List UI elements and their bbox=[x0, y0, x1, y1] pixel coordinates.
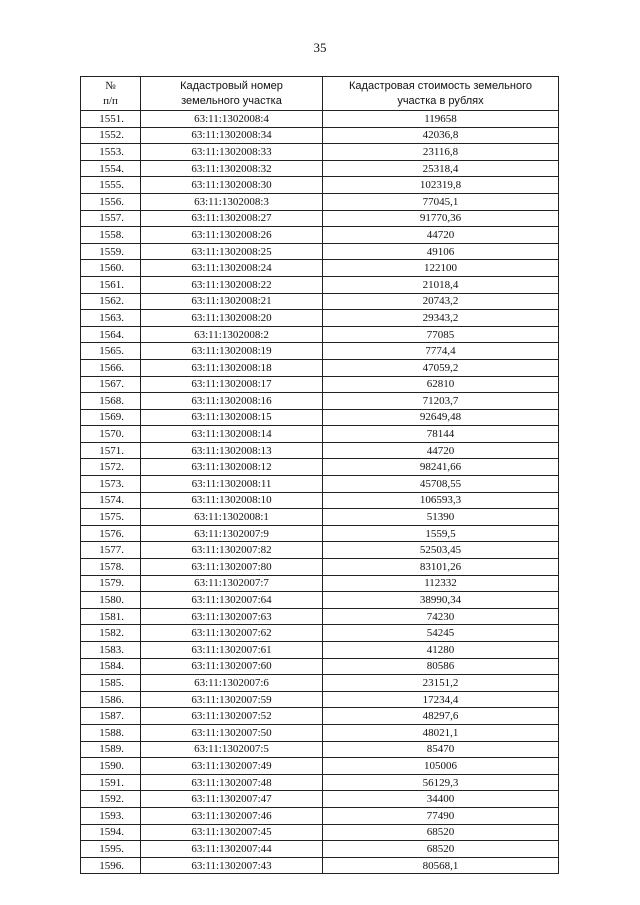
cadastral-number-cell: 63:11:1302008:26 bbox=[141, 227, 323, 244]
cadastral-value-cell: 77045,1 bbox=[323, 193, 559, 210]
cadastral-value-cell: 52503,45 bbox=[323, 542, 559, 559]
cadastral-number-cell: 63:11:1302008:3 bbox=[141, 193, 323, 210]
row-number-cell: 1555. bbox=[81, 177, 141, 194]
table-row bbox=[81, 608, 559, 625]
cadastral-number-cell: 63:11:1302008:32 bbox=[141, 160, 323, 177]
header-cadastral-number bbox=[141, 77, 323, 111]
row-number-cell: 1569. bbox=[81, 409, 141, 426]
cadastral-number-cell: 63:11:1302008:30 bbox=[141, 177, 323, 194]
table-row bbox=[81, 243, 559, 260]
header-row-number bbox=[81, 77, 141, 111]
cadastral-value-cell: 80568,1 bbox=[323, 857, 559, 874]
table-row bbox=[81, 708, 559, 725]
header-cadastral-number-line2: земельного участка bbox=[181, 94, 282, 107]
cadastral-number-cell: 63:11:1302007:64 bbox=[141, 592, 323, 609]
table-row bbox=[81, 276, 559, 293]
table-row bbox=[81, 177, 559, 194]
cadastral-value-cell: 34400 bbox=[323, 791, 559, 808]
cadastral-number-cell: 63:11:1302007:7 bbox=[141, 575, 323, 592]
cadastral-number-cell: 63:11:1302008:20 bbox=[141, 310, 323, 327]
cadastral-value-cell: 98241,66 bbox=[323, 459, 559, 476]
cadastral-value-cell: 78144 bbox=[323, 426, 559, 443]
cadastral-value-cell: 45708,55 bbox=[323, 476, 559, 493]
row-number-cell: 1591. bbox=[81, 774, 141, 791]
table-row bbox=[81, 326, 559, 343]
table-row bbox=[81, 758, 559, 775]
cadastral-value-cell: 91770,36 bbox=[323, 210, 559, 227]
row-number-cell: 1572. bbox=[81, 459, 141, 476]
table-row bbox=[81, 293, 559, 310]
cadastral-value-cell: 23151,2 bbox=[323, 675, 559, 692]
row-number-cell: 1553. bbox=[81, 144, 141, 161]
table-row bbox=[81, 791, 559, 808]
cadastral-value-cell: 48021,1 bbox=[323, 724, 559, 741]
cadastral-value-cell: 74230 bbox=[323, 608, 559, 625]
row-number-cell: 1573. bbox=[81, 476, 141, 493]
cadastral-value-cell: 49106 bbox=[323, 243, 559, 260]
row-number-cell: 1557. bbox=[81, 210, 141, 227]
cadastral-value-table bbox=[80, 76, 559, 874]
cadastral-value-cell: 77490 bbox=[323, 807, 559, 824]
row-number-cell: 1554. bbox=[81, 160, 141, 177]
cadastral-number-cell: 63:11:1302008:34 bbox=[141, 127, 323, 144]
row-number-cell: 1568. bbox=[81, 393, 141, 410]
cadastral-number-cell: 63:11:1302007:60 bbox=[141, 658, 323, 675]
cadastral-value-cell: 77085 bbox=[323, 326, 559, 343]
cadastral-number-cell: 63:11:1302007:62 bbox=[141, 625, 323, 642]
table-row bbox=[81, 741, 559, 758]
row-number-cell: 1561. bbox=[81, 276, 141, 293]
table-row bbox=[81, 343, 559, 360]
cadastral-value-cell: 38990,34 bbox=[323, 592, 559, 609]
row-number-cell: 1585. bbox=[81, 675, 141, 692]
cadastral-number-cell: 63:11:1302007:49 bbox=[141, 758, 323, 775]
cadastral-value-cell: 44720 bbox=[323, 442, 559, 459]
row-number-cell: 1580. bbox=[81, 592, 141, 609]
row-number-cell: 1595. bbox=[81, 841, 141, 858]
cadastral-number-cell: 63:11:1302008:10 bbox=[141, 492, 323, 509]
cadastral-value-cell: 106593,3 bbox=[323, 492, 559, 509]
cadastral-number-cell: 63:11:1302007:59 bbox=[141, 691, 323, 708]
cadastral-value-cell: 51390 bbox=[323, 509, 559, 526]
cadastral-number-cell: 63:11:1302008:16 bbox=[141, 393, 323, 410]
cadastral-number-cell: 63:11:1302007:6 bbox=[141, 675, 323, 692]
table-row bbox=[81, 476, 559, 493]
row-number-cell: 1592. bbox=[81, 791, 141, 808]
cadastral-value-cell: 112332 bbox=[323, 575, 559, 592]
cadastral-value-cell: 62810 bbox=[323, 376, 559, 393]
cadastral-value-cell: 7774,4 bbox=[323, 343, 559, 360]
table-row bbox=[81, 376, 559, 393]
cadastral-value-cell: 80586 bbox=[323, 658, 559, 675]
row-number-cell: 1594. bbox=[81, 824, 141, 841]
table-row bbox=[81, 592, 559, 609]
cadastral-number-cell: 63:11:1302007:47 bbox=[141, 791, 323, 808]
row-number-cell: 1578. bbox=[81, 559, 141, 576]
cadastral-number-cell: 63:11:1302008:14 bbox=[141, 426, 323, 443]
cadastral-value-cell: 102319,8 bbox=[323, 177, 559, 194]
cadastral-value-cell: 54245 bbox=[323, 625, 559, 642]
cadastral-number-cell: 63:11:1302008:17 bbox=[141, 376, 323, 393]
table-row bbox=[81, 724, 559, 741]
cadastral-number-cell: 63:11:1302008:11 bbox=[141, 476, 323, 493]
table-row bbox=[81, 359, 559, 376]
cadastral-number-cell: 63:11:1302007:5 bbox=[141, 741, 323, 758]
table-row bbox=[81, 210, 559, 227]
row-number-cell: 1581. bbox=[81, 608, 141, 625]
header-cadastral-value-line1: Кадастровая стоимость земельного bbox=[349, 79, 532, 92]
table-row bbox=[81, 824, 559, 841]
table-row bbox=[81, 426, 559, 443]
cadastral-number-cell: 63:11:1302007:61 bbox=[141, 642, 323, 659]
row-number-cell: 1559. bbox=[81, 243, 141, 260]
cadastral-number-cell: 63:11:1302007:45 bbox=[141, 824, 323, 841]
cadastral-value-cell: 119658 bbox=[323, 111, 559, 128]
table-row bbox=[81, 675, 559, 692]
table-row bbox=[81, 807, 559, 824]
table-body bbox=[81, 111, 559, 874]
header-cadastral-value-line2: участка в рублях bbox=[397, 94, 484, 107]
cadastral-number-cell: 63:11:1302007:43 bbox=[141, 857, 323, 874]
table-row bbox=[81, 691, 559, 708]
cadastral-number-cell: 63:11:1302008:21 bbox=[141, 293, 323, 310]
cadastral-number-cell: 63:11:1302008:19 bbox=[141, 343, 323, 360]
cadastral-value-cell: 29343,2 bbox=[323, 310, 559, 327]
cadastral-value-cell: 105006 bbox=[323, 758, 559, 775]
table-row bbox=[81, 310, 559, 327]
table-row bbox=[81, 393, 559, 410]
table-row bbox=[81, 144, 559, 161]
cadastral-number-cell: 63:11:1302008:2 bbox=[141, 326, 323, 343]
table-row bbox=[81, 127, 559, 144]
table-row bbox=[81, 442, 559, 459]
cadastral-value-cell: 85470 bbox=[323, 741, 559, 758]
cadastral-value-cell: 25318,4 bbox=[323, 160, 559, 177]
page-number: 35 bbox=[313, 40, 327, 55]
row-number-cell: 1583. bbox=[81, 642, 141, 659]
table-row bbox=[81, 841, 559, 858]
row-number-cell: 1570. bbox=[81, 426, 141, 443]
row-number-cell: 1593. bbox=[81, 807, 141, 824]
table-row bbox=[81, 559, 559, 576]
cadastral-number-cell: 63:11:1302008:27 bbox=[141, 210, 323, 227]
header-cadastral-number-line1: Кадастровый номер bbox=[180, 79, 283, 92]
row-number-cell: 1558. bbox=[81, 227, 141, 244]
table-row bbox=[81, 857, 559, 874]
row-number-cell: 1564. bbox=[81, 326, 141, 343]
table-row bbox=[81, 542, 559, 559]
row-number-cell: 1588. bbox=[81, 724, 141, 741]
cadastral-number-cell: 63:11:1302007:63 bbox=[141, 608, 323, 625]
cadastral-value-cell: 41280 bbox=[323, 642, 559, 659]
cadastral-number-cell: 63:11:1302008:24 bbox=[141, 260, 323, 277]
cadastral-number-cell: 63:11:1302008:18 bbox=[141, 359, 323, 376]
row-number-cell: 1582. bbox=[81, 625, 141, 642]
row-number-cell: 1586. bbox=[81, 691, 141, 708]
row-number-cell: 1567. bbox=[81, 376, 141, 393]
table-row bbox=[81, 774, 559, 791]
cadastral-value-cell: 122100 bbox=[323, 260, 559, 277]
row-number-cell: 1574. bbox=[81, 492, 141, 509]
cadastral-number-cell: 63:11:1302007:80 bbox=[141, 559, 323, 576]
cadastral-number-cell: 63:11:1302008:13 bbox=[141, 442, 323, 459]
cadastral-number-cell: 63:11:1302007:48 bbox=[141, 774, 323, 791]
cadastral-value-cell: 23116,8 bbox=[323, 144, 559, 161]
cadastral-value-cell: 68520 bbox=[323, 841, 559, 858]
cadastral-value-cell: 21018,4 bbox=[323, 276, 559, 293]
cadastral-value-cell: 47059,2 bbox=[323, 359, 559, 376]
table-row bbox=[81, 658, 559, 675]
cadastral-number-cell: 63:11:1302007:50 bbox=[141, 724, 323, 741]
row-number-cell: 1596. bbox=[81, 857, 141, 874]
row-number-cell: 1571. bbox=[81, 442, 141, 459]
cadastral-value-cell: 68520 bbox=[323, 824, 559, 841]
row-number-cell: 1589. bbox=[81, 741, 141, 758]
cadastral-value-cell: 42036,8 bbox=[323, 127, 559, 144]
cadastral-value-cell: 44720 bbox=[323, 227, 559, 244]
cadastral-number-cell: 63:11:1302008:33 bbox=[141, 144, 323, 161]
row-number-cell: 1576. bbox=[81, 525, 141, 542]
row-number-cell: 1575. bbox=[81, 509, 141, 526]
row-number-cell: 1565. bbox=[81, 343, 141, 360]
row-number-cell: 1552. bbox=[81, 127, 141, 144]
table-row bbox=[81, 575, 559, 592]
cadastral-value-cell: 20743,2 bbox=[323, 293, 559, 310]
cadastral-number-cell: 63:11:1302008:4 bbox=[141, 111, 323, 128]
cadastral-value-cell: 56129,3 bbox=[323, 774, 559, 791]
row-number-cell: 1587. bbox=[81, 708, 141, 725]
table-row bbox=[81, 409, 559, 426]
table-row bbox=[81, 459, 559, 476]
cadastral-number-cell: 63:11:1302008:22 bbox=[141, 276, 323, 293]
row-number-cell: 1560. bbox=[81, 260, 141, 277]
cadastral-value-cell: 92649,48 bbox=[323, 409, 559, 426]
table-row bbox=[81, 260, 559, 277]
row-number-cell: 1551. bbox=[81, 111, 141, 128]
row-number-cell: 1584. bbox=[81, 658, 141, 675]
table-row bbox=[81, 111, 559, 128]
cadastral-number-cell: 63:11:1302007:9 bbox=[141, 525, 323, 542]
table-header-row bbox=[81, 77, 559, 111]
cadastral-value-cell: 1559,5 bbox=[323, 525, 559, 542]
cadastral-value-cell: 71203,7 bbox=[323, 393, 559, 410]
row-number-cell: 1566. bbox=[81, 359, 141, 376]
table-row bbox=[81, 509, 559, 526]
row-number-cell: 1579. bbox=[81, 575, 141, 592]
table-row bbox=[81, 642, 559, 659]
cadastral-number-cell: 63:11:1302008:15 bbox=[141, 409, 323, 426]
cadastral-number-cell: 63:11:1302007:44 bbox=[141, 841, 323, 858]
row-number-cell: 1556. bbox=[81, 193, 141, 210]
cadastral-number-cell: 63:11:1302008:25 bbox=[141, 243, 323, 260]
table-row bbox=[81, 525, 559, 542]
cadastral-number-cell: 63:11:1302007:52 bbox=[141, 708, 323, 725]
table-row bbox=[81, 227, 559, 244]
cadastral-number-cell: 63:11:1302007:82 bbox=[141, 542, 323, 559]
row-number-cell: 1590. bbox=[81, 758, 141, 775]
table-row bbox=[81, 193, 559, 210]
cadastral-number-cell: 63:11:1302008:1 bbox=[141, 509, 323, 526]
cadastral-number-cell: 63:11:1302008:12 bbox=[141, 459, 323, 476]
cadastral-number-cell: 63:11:1302007:46 bbox=[141, 807, 323, 824]
row-number-cell: 1563. bbox=[81, 310, 141, 327]
header-row-number-line1: № bbox=[105, 79, 116, 92]
table-row bbox=[81, 625, 559, 642]
cadastral-value-cell: 83101,26 bbox=[323, 559, 559, 576]
row-number-cell: 1577. bbox=[81, 542, 141, 559]
header-row-number-line2: п/п bbox=[103, 94, 118, 107]
row-number-cell: 1562. bbox=[81, 293, 141, 310]
table-row bbox=[81, 160, 559, 177]
cadastral-value-cell: 48297,6 bbox=[323, 708, 559, 725]
cadastral-value-cell: 17234,4 bbox=[323, 691, 559, 708]
header-cadastral-value bbox=[323, 77, 559, 111]
table-row bbox=[81, 492, 559, 509]
